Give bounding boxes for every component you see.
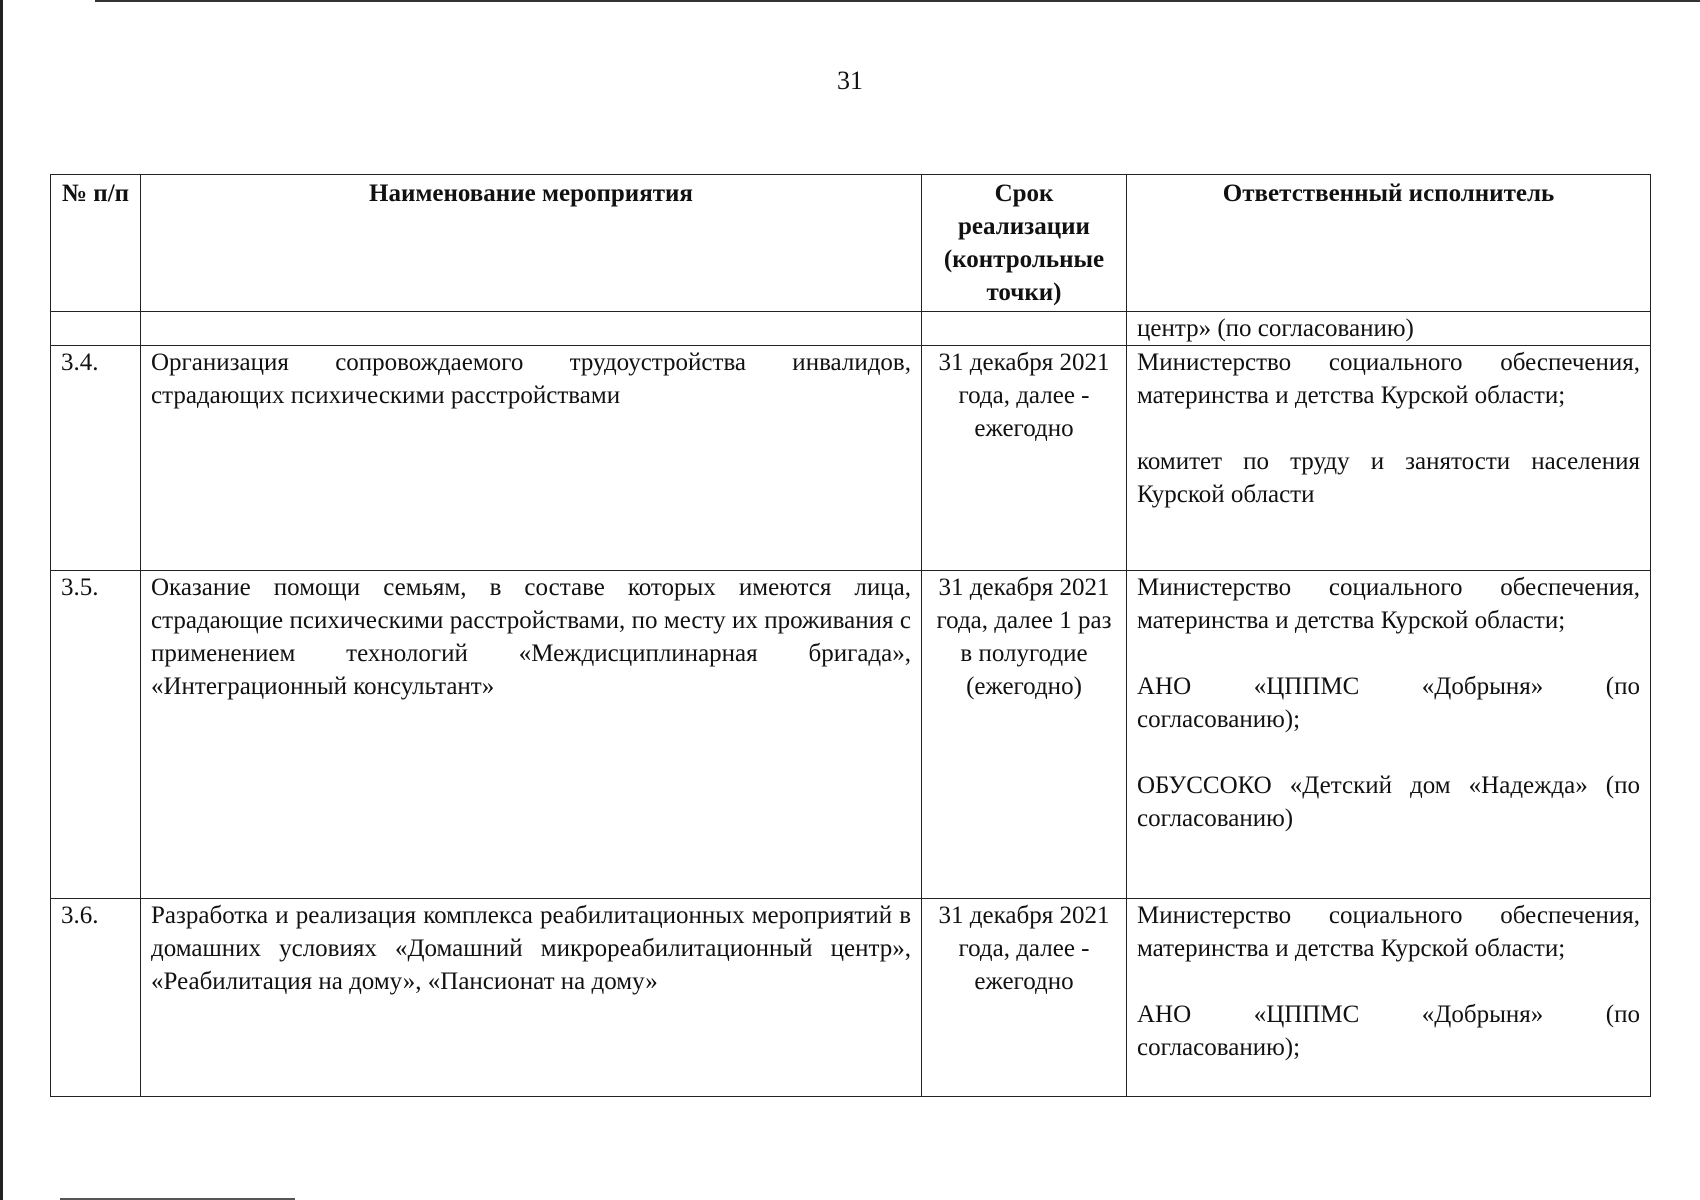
cell-responsible bbox=[1127, 346, 1651, 571]
scan-edge-top bbox=[95, 0, 1700, 2]
cell-num: 3.6. bbox=[51, 899, 141, 1097]
cell-responsible bbox=[1127, 571, 1651, 899]
cell-num: 3.5. bbox=[51, 571, 141, 899]
cell-num bbox=[51, 312, 141, 346]
table-header-row bbox=[51, 175, 1651, 312]
responsible-entry: Министерство социального обеспечения, материнства и детства Курской области; bbox=[1137, 902, 1640, 962]
page-number: 31 bbox=[837, 66, 863, 95]
table-row bbox=[51, 899, 1651, 1097]
cell-term: 31 декабря 2021 года, далее - ежегодно bbox=[922, 899, 1127, 1097]
header-num: № п/п bbox=[51, 175, 141, 312]
responsible-entry: ОБУССОКО «Детский дом «Надежда» (по согласованию) bbox=[1137, 772, 1640, 832]
responsible-entry: комитет по труду и занятости населения Курской области bbox=[1137, 448, 1640, 508]
cell-name: Оказание помощи семьям, в составе которых имеются лица, страдающие психическими расстройствами, по месту их проживания с применением технологий «Междисциплинарная бригада», «Интеграционный консультант» bbox=[141, 571, 922, 899]
table-row bbox=[51, 571, 1651, 899]
header-responsible: Ответственный исполнитель bbox=[1127, 175, 1651, 312]
responsible-entry: АНО «ЦППМС «Добрыня» (по согласованию); bbox=[1137, 1001, 1640, 1061]
cell-responsible bbox=[1127, 899, 1651, 1097]
table-row bbox=[51, 346, 1651, 571]
cell-term: 31 декабря 2021 года, далее 1 раз в полугодие (ежегодно) bbox=[922, 571, 1127, 899]
cell-term: 31 декабря 2021 года, далее - ежегодно bbox=[922, 346, 1127, 571]
responsible-entry: Министерство социального обеспечения, материнства и детства Курской области; bbox=[1137, 574, 1640, 634]
measures-table bbox=[50, 174, 1651, 1097]
cell-responsible: центр» (по согласованию) bbox=[1127, 312, 1651, 346]
cell-term bbox=[922, 312, 1127, 346]
table-row-continuation bbox=[51, 312, 1651, 346]
cell-num: 3.4. bbox=[51, 346, 141, 571]
responsible-entry: АНО «ЦППМС «Добрыня» (по согласованию); bbox=[1137, 673, 1640, 733]
cell-name: Разработка и реализация комплекса реабилитационных мероприятий в домашних условиях «Домашний микрореабилитационный центр», «Реабилитация на дому», «Пансионат на дому» bbox=[141, 899, 922, 1097]
scan-edge-left bbox=[0, 0, 3, 1200]
cell-name: Организация сопровождаемого трудоустройства инвалидов, страдающих психическими расстройствами bbox=[141, 346, 922, 571]
cell-name bbox=[141, 312, 922, 346]
responsible-entry: Министерство социального обеспечения, материнства и детства Курской области; bbox=[1137, 349, 1640, 409]
header-term: Срок реализации (контрольные точки) bbox=[922, 175, 1127, 312]
header-name: Наименование мероприятия bbox=[141, 175, 922, 312]
